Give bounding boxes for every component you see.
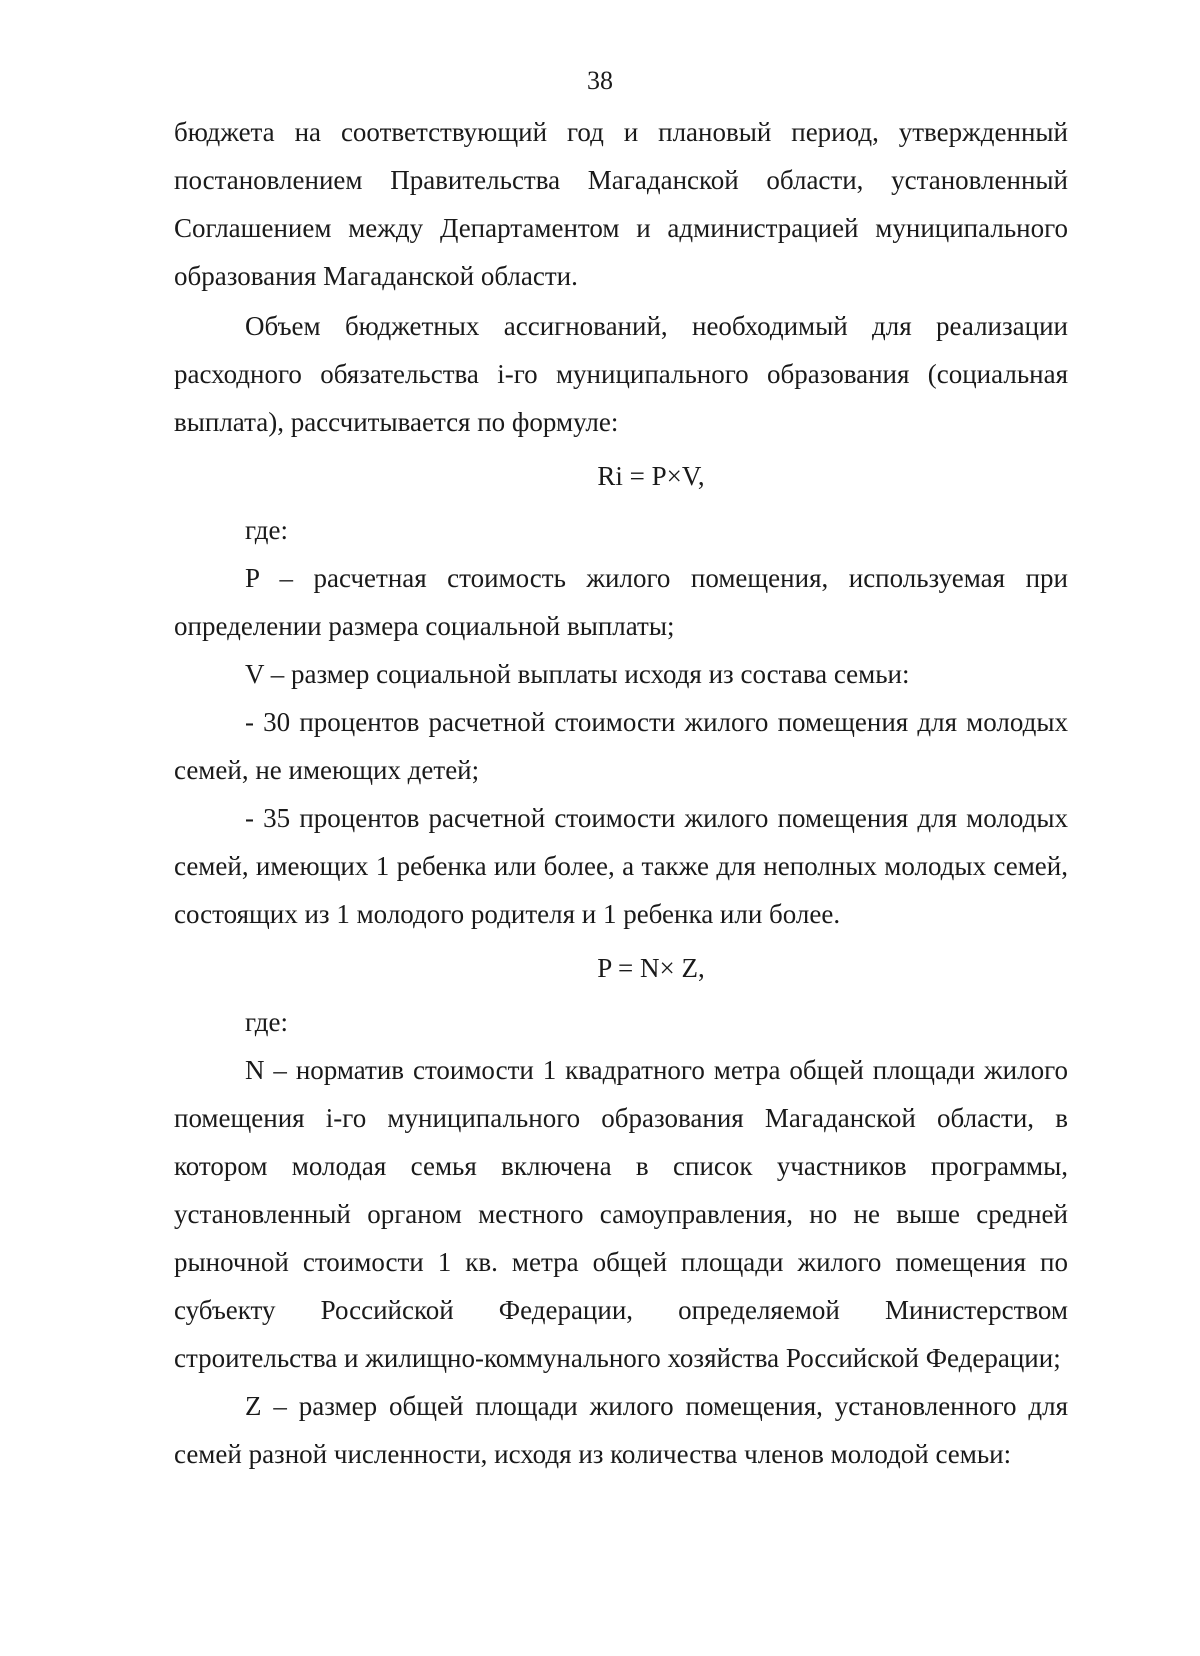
paragraph-budget-volume: Объем бюджетных ассигнований, необходимый для реализации расходного обязательства i-го муниципального образования (социальная выплата), рассчитывается по формуле: [174,311,1068,437]
paragraph-where-1: где: [245,515,288,545]
page-number: 38 [587,66,613,95]
paragraph-v-definition: V – размер социальной выплаты исходя из состава семьи: [245,659,910,689]
paragraph-z-definition: Z – размер общей площади жилого помещения, установленного для семей разной численности, исходя из количества членов молодой семьи: [174,1391,1068,1469]
formula-ri: Ri = P×V, [597,461,705,491]
paragraph-where-2: где: [245,1007,288,1037]
paragraph-budget-continuation: бюджета на соответствующий год и плановый период, утвержденный постановлением Правительства Магаданской области, установленный Соглашением между Департаментом и администрацией муниципального образования Магаданской области. [174,117,1068,291]
formula-p: P = N× Z, [597,953,705,983]
list-item-35-percent: - 35 процентов расчетной стоимости жилого помещения для молодых семей, имеющих 1 ребенка или более, а также для неполных молодых семей, состоящих из 1 молодого родителя и 1 ребенка или более. [174,803,1068,929]
document-body [174,108,1068,1478]
list-item-30-percent: - 30 процентов расчетной стоимости жилого помещения для молодых семей, не имеющих детей; [174,707,1068,785]
paragraph-n-definition: N – норматив стоимости 1 квадратного метра общей площади жилого помещения i-го муниципального образования Магаданской области, в котором молодая семья включена в список участников программы, установленный органом местного самоуправления, но не выше средней рыночной стоимости 1 кв. метра общей площади жилого помещения по субъекту Российской Федерации, определяемой Министерством строительства и жилищно-коммунального хозяйства Российской Федерации; [174,1055,1068,1373]
paragraph-p-definition: P – расчетная стоимость жилого помещения, используемая при определении размера социальной выплаты; [174,563,1068,641]
